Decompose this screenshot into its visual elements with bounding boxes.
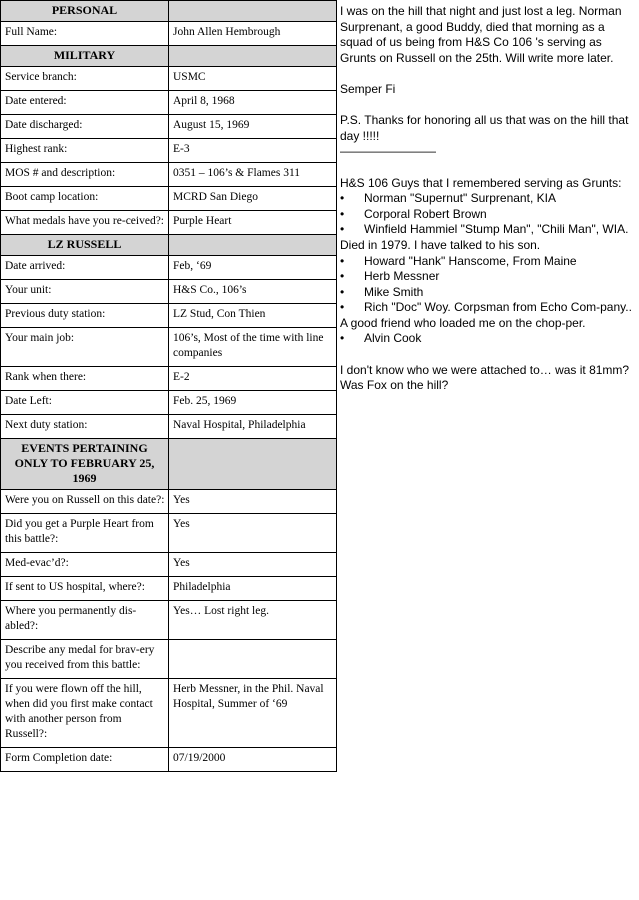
section-blank-cell [169,46,337,67]
field-value: Feb, ‘69 [169,256,337,280]
form-row [1,415,337,439]
form-row [1,67,337,91]
field-value: Herb Messner, in the Phil. Naval Hospital, Summer of ‘69 [169,679,337,748]
guy-name: Winfield Hammiel "Stump Man", "Chili Man", WIA. Died in 1979. I have talked to his son. [340,222,629,252]
field-label: Rank when there: [1,367,169,391]
form-row [1,256,337,280]
form-row [1,211,337,235]
section-title: MILITARY [1,46,169,67]
section-blank-cell [169,439,337,490]
section-title: EVENTS PERTAINING ONLY TO FEBRUARY 25, 1969 [1,439,169,490]
field-value: LZ Stud, Con Thien [169,304,337,328]
form-row [1,304,337,328]
form-row [1,367,337,391]
form-row [1,679,337,748]
section-blank-cell [169,1,337,22]
list-item [340,191,636,207]
bullet-icon: • [340,284,345,299]
guy-name: Corporal Robert Brown [364,206,487,221]
field-value: Yes [169,553,337,577]
letter-notes [340,4,636,394]
field-value: E-2 [169,367,337,391]
list-item [340,254,636,270]
field-value: Feb. 25, 1969 [169,391,337,415]
field-label: Date entered: [1,91,169,115]
section-blank-cell [169,235,337,256]
guy-name: Mike Smith [364,284,424,299]
form-row [1,391,337,415]
bullet-icon: • [340,331,345,346]
field-label: Highest rank: [1,139,169,163]
section-header-row [1,235,337,256]
divider-line: ———————— [340,144,436,159]
field-value [169,640,337,679]
guy-name: Norman "Supernut" Surprenant, KIA [364,191,556,206]
field-label: Next duty station: [1,415,169,439]
field-label: If you were flown off the hill, when did you first make contact with another person from Russell?: [1,679,169,748]
guy-name: Herb Messner [364,269,440,284]
form-row [1,187,337,211]
field-label: Service branch: [1,67,169,91]
list-item [340,207,636,223]
field-value: Purple Heart [169,211,337,235]
field-label: Date Left: [1,391,169,415]
form-row [1,22,337,46]
guys-list [340,191,636,347]
field-label: Your unit: [1,280,169,304]
bullet-icon: • [340,300,345,315]
field-value: 106’s, Most of the time with line companies [169,328,337,367]
form-row [1,280,337,304]
field-label: Where you permanently dis-abled?: [1,601,169,640]
guy-name: Alvin Cook [364,331,422,346]
section-header-row [1,1,337,22]
bullet-icon: • [340,191,345,206]
list-item [340,300,636,331]
form-row [1,553,337,577]
form-row [1,328,337,367]
section-title: PERSONAL [1,1,169,22]
bullet-icon: • [340,206,345,221]
list-item [340,269,636,285]
field-label: MOS # and description: [1,163,169,187]
field-value: August 15, 1969 [169,115,337,139]
field-label: If sent to US hospital, where?: [1,577,169,601]
closing-question: I don't know who we were attached to… was it 81mm? Was Fox on the hill? [340,362,630,393]
form-row [1,490,337,514]
field-label: Boot camp location: [1,187,169,211]
form-row [1,115,337,139]
form-row [1,601,337,640]
field-value: E-3 [169,139,337,163]
field-value: 07/19/2000 [169,748,337,772]
bullet-icon: • [340,269,345,284]
field-value: Philadelphia [169,577,337,601]
field-label: Did you get a Purple Heart from this battle?: [1,514,169,553]
form-row [1,577,337,601]
form-row [1,514,337,553]
field-label: Describe any medal for brav-ery you received from this battle: [1,640,169,679]
guy-name: Rich "Doc" Woy. Corpsman from Echo Com-pany.. A good friend who loaded me on the chop-per. [340,300,632,330]
list-item [340,331,636,347]
ps-text: P.S. Thanks for honoring all us that was on the hill that day !!!!! [340,113,629,143]
field-value: USMC [169,67,337,91]
field-label: Date discharged: [1,115,169,139]
intro-paragraph: I was on the hill that night and just lost a leg. Norman Surprenant, a good Buddy, died that morning as a squad of us being from H&S Co 106 's serving as Grunts on Russell on the 25th. Will write more later. [340,4,622,65]
list-item [340,285,636,301]
form-row [1,91,337,115]
field-label: Full Name: [1,22,169,46]
field-label: Form Completion date: [1,748,169,772]
guys-heading: H&S 106 Guys that I remembered serving as Grunts: [340,175,622,190]
list-item [340,222,636,253]
bullet-icon: • [340,222,345,237]
field-label: Were you on Russell on this date?: [1,490,169,514]
form-row [1,640,337,679]
section-header-row [1,439,337,490]
field-value: 0351 – 106’s & Flames 311 [169,163,337,187]
signoff-text: Semper Fi [340,81,396,96]
field-value: Yes [169,490,337,514]
field-value: John Allen Hembrough [169,22,337,46]
guy-name: Howard "Hank" Hanscome, From Maine [364,253,577,268]
field-label: Previous duty station: [1,304,169,328]
field-value: H&S Co., 106’s [169,280,337,304]
form-row [1,163,337,187]
section-header-row [1,46,337,67]
questionnaire-form [0,0,337,772]
form-row [1,748,337,772]
field-label: What medals have you re-ceived?: [1,211,169,235]
field-value: Yes [169,514,337,553]
field-label: Your main job: [1,328,169,367]
form-row [1,139,337,163]
field-value: Yes… Lost right leg. [169,601,337,640]
field-label: Date arrived: [1,256,169,280]
field-value: Naval Hospital, Philadelphia [169,415,337,439]
bullet-icon: • [340,253,345,268]
field-label: Med-evac’d?: [1,553,169,577]
section-title: LZ RUSSELL [1,235,169,256]
field-value: April 8, 1968 [169,91,337,115]
field-value: MCRD San Diego [169,187,337,211]
